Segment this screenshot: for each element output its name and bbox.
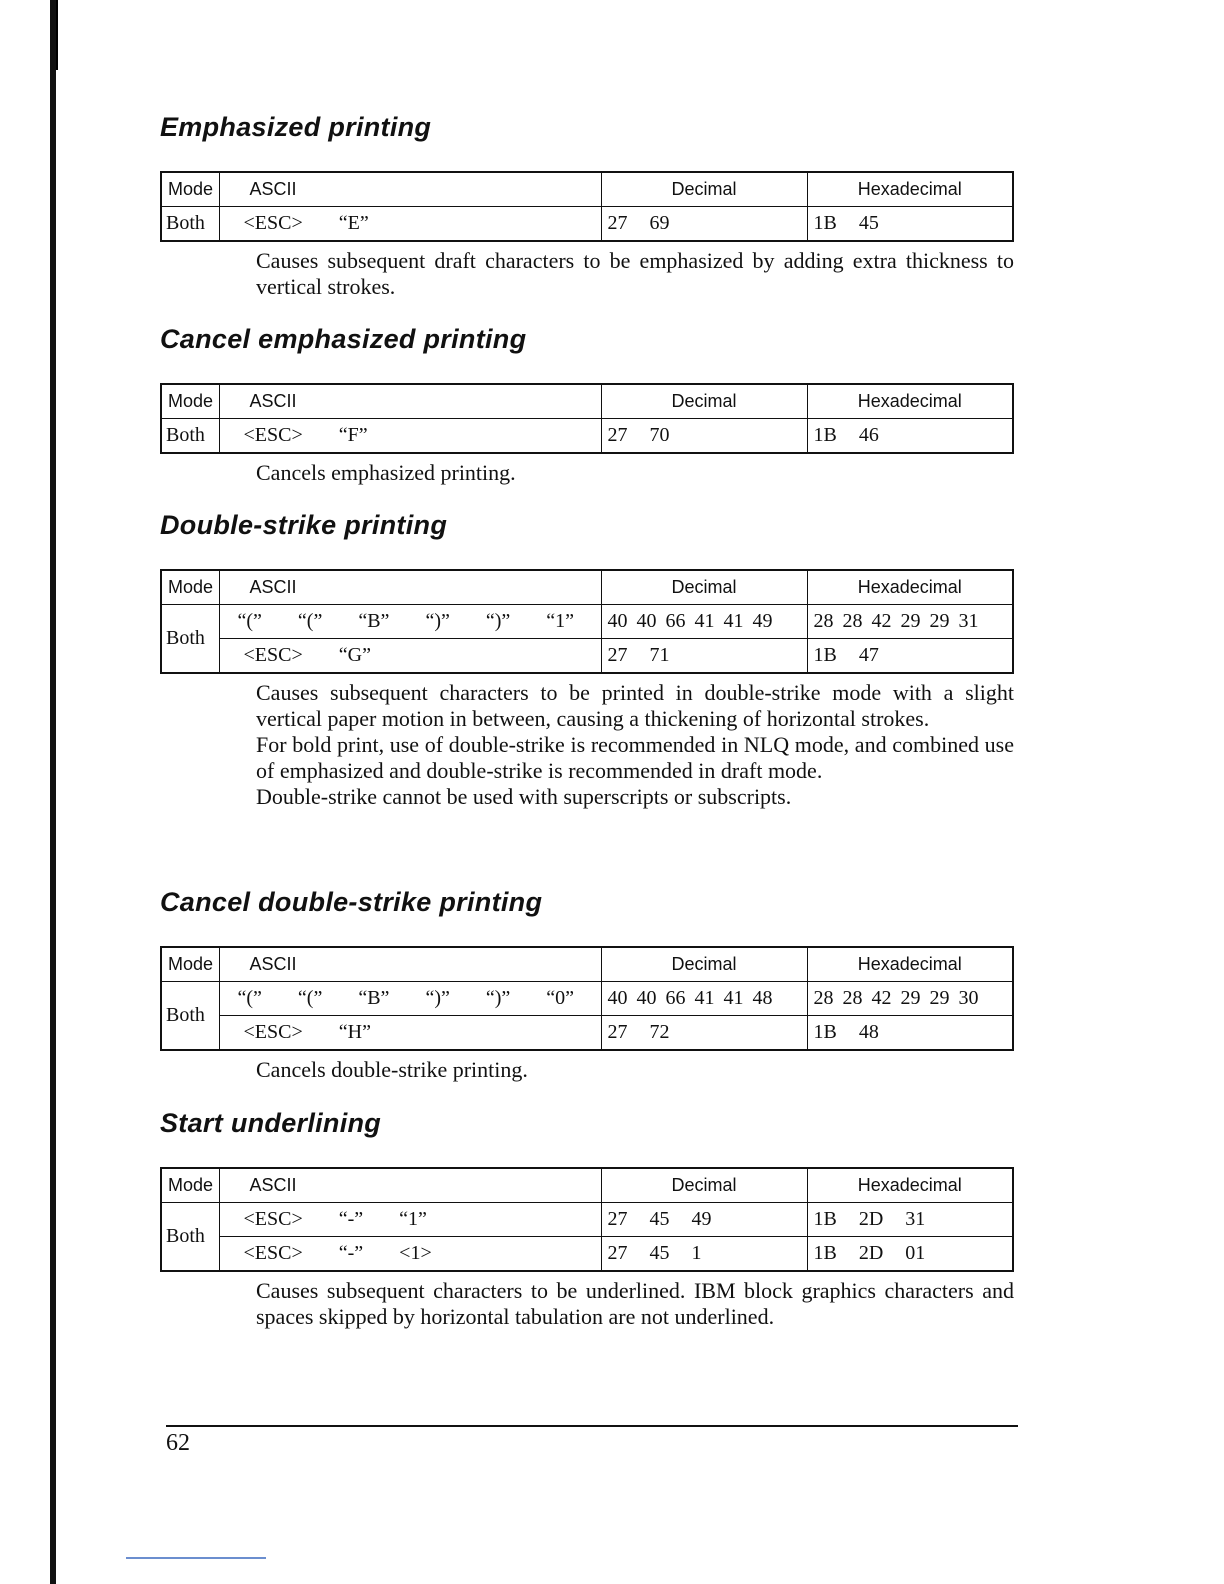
decimal-cell [601,207,807,242]
ascii-code: “H” [338,1021,371,1043]
hex-value: 01 [905,1242,926,1264]
description-paragraph: Cancels double-strike printing. [256,1057,528,1082]
table-row [161,207,1013,242]
decimal-cell [601,982,807,1016]
hex-value: 28 [813,610,834,632]
ascii-code: <ESC> [243,644,303,666]
hex-value: 1B [813,1208,837,1230]
decimal-cell [601,1203,807,1237]
header-ascii: ASCII [219,570,601,605]
decimal-value: 27 [607,644,628,666]
table-row [161,982,1013,1016]
decimal-value: 45 [649,1208,670,1230]
header-hex: Hexadecimal [807,570,1013,605]
ascii-code: “1” [546,610,575,632]
command-table [160,171,1014,242]
header-mode: Mode [161,570,219,605]
decimal-value: 40 [636,987,657,1009]
command-table [160,946,1014,1051]
description-paragraph: Causes subsequent characters to be underlined. IBM block graphics characters and spaces skipped by horizontal tabulation are not underlined. [256,1278,1014,1329]
decimal-value: 49 [691,1208,712,1230]
header-decimal: Decimal [601,172,807,207]
table-header-row [161,570,1013,605]
ascii-cell [219,1016,601,1051]
table-header-row [161,947,1013,982]
ascii-cell [219,1237,601,1272]
decimal-value: 27 [607,212,628,234]
section-description [256,1057,1014,1083]
decimal-value: 48 [752,987,773,1009]
ascii-code: “B” [358,987,390,1009]
section-title: Cancel emphasized printing [160,324,527,354]
ascii-cell [219,639,601,674]
header-hex: Hexadecimal [807,947,1013,982]
section-title: Start underlining [160,1108,382,1138]
decimal-value: 72 [649,1021,670,1043]
hex-value: 29 [900,610,921,632]
decimal-value: 27 [607,1021,628,1043]
ascii-code: “G” [338,644,371,666]
decimal-value: 70 [649,424,670,446]
command-table [160,569,1014,674]
hex-cell [807,1016,1013,1051]
section-description [256,460,1014,486]
description-paragraph: Double-strike cannot be used with superscripts or subscripts. [256,784,792,809]
hex-value: 1B [813,212,837,234]
hex-value: 1B [813,1021,837,1043]
header-mode: Mode [161,947,219,982]
ascii-code: <ESC> [243,424,303,446]
section-description [256,248,1014,300]
ascii-code: <ESC> [243,1242,303,1264]
header-ascii: ASCII [219,172,601,207]
ascii-code: “)” [425,610,450,632]
decimal-value: 41 [723,610,744,632]
decimal-value: 66 [665,610,686,632]
description-paragraph: For bold print, use of double-strike is recommended in NLQ mode, and combined use of emphasized and double-strike is recommended in draft mode. [256,732,1014,783]
hex-cell [807,419,1013,454]
decimal-value: 49 [752,610,773,632]
hex-value: 45 [858,212,879,234]
ascii-code: “F” [338,424,368,446]
description-paragraph: Causes subsequent characters to be printed in double-strike mode with a slight vertical paper motion in between, causing a thickening of horizontal strokes. [256,680,1014,731]
hex-cell [807,982,1013,1016]
hex-value: 2D [858,1208,884,1230]
ascii-cell [219,1203,601,1237]
section-cancel-double-strike-printing [160,887,1016,1083]
section-title: Double-strike printing [160,510,448,540]
hex-value: 31 [958,610,979,632]
section-title: Emphasized printing [160,112,432,142]
table-row [161,639,1013,674]
decimal-value: 41 [694,610,715,632]
mode-cell: Both [161,419,219,454]
header-hex: Hexadecimal [807,384,1013,419]
binding-edge [50,0,56,1584]
description-paragraph: Causes subsequent draft characters to be emphasized by adding extra thickness to vertical strokes. [256,248,1014,299]
table-row [161,1237,1013,1272]
ascii-code: “E” [338,212,369,234]
table-row [161,1016,1013,1051]
page-number: 62 [166,1430,190,1456]
header-mode: Mode [161,1168,219,1203]
hex-value: 28 [842,987,863,1009]
ascii-code: “-” [338,1208,364,1230]
section-emphasized-printing [160,112,1016,300]
decimal-cell [601,1237,807,1272]
table-header-row [161,172,1013,207]
hex-value: 42 [871,987,892,1009]
ascii-code: “1” [399,1208,427,1230]
ascii-code: “(” [237,987,262,1009]
ascii-cell [219,207,601,242]
ascii-code: “)” [425,987,450,1009]
ascii-code: <ESC> [243,212,303,234]
table-row [161,419,1013,454]
section-double-strike-printing [160,510,1016,810]
ascii-cell [219,982,601,1016]
decimal-cell [601,1016,807,1051]
hex-cell [807,1203,1013,1237]
ascii-code: “(” [237,610,262,632]
ascii-code: “)” [485,987,511,1009]
mode-cell: Both [161,207,219,242]
hex-cell [807,1237,1013,1272]
table-header-row [161,384,1013,419]
hex-value: 1B [813,1242,837,1264]
ascii-code: <1> [399,1242,432,1264]
ascii-code: <ESC> [243,1021,303,1043]
decimal-value: 40 [636,610,657,632]
ascii-code: <ESC> [243,1208,303,1230]
decimal-value: 1 [691,1242,702,1264]
table-row [161,605,1013,639]
ascii-cell [219,605,601,639]
hex-cell [807,207,1013,242]
header-hex: Hexadecimal [807,172,1013,207]
command-table [160,383,1014,454]
decimal-cell [601,639,807,674]
decimal-value: 66 [665,987,686,1009]
ascii-code: “)” [485,610,511,632]
decimal-value: 71 [649,644,670,666]
mode-cell: Both [161,982,219,1051]
hex-value: 29 [900,987,921,1009]
decimal-value: 27 [607,424,628,446]
header-mode: Mode [161,384,219,419]
table-header-row [161,1168,1013,1203]
decimal-value: 40 [607,987,628,1009]
section-description [256,680,1014,810]
decimal-value: 41 [723,987,744,1009]
hex-cell [807,639,1013,674]
header-decimal: Decimal [601,1168,807,1203]
table-row [161,1203,1013,1237]
decimal-value: 27 [607,1242,628,1264]
hex-value: 1B [813,644,837,666]
hex-cell [807,605,1013,639]
hex-value: 2D [858,1242,884,1264]
hex-value: 47 [858,644,879,666]
decimal-value: 27 [607,1208,628,1230]
hex-value: 31 [905,1208,926,1230]
hex-value: 46 [858,424,879,446]
decimal-value: 45 [649,1242,670,1264]
decimal-value: 69 [649,212,670,234]
section-title: Cancel double-strike printing [160,887,543,917]
ascii-code: “(” [297,987,323,1009]
decimal-cell [601,605,807,639]
command-table [160,1167,1014,1272]
ascii-code: “0” [546,987,575,1009]
hex-value: 28 [842,610,863,632]
header-hex: Hexadecimal [807,1168,1013,1203]
header-decimal: Decimal [601,947,807,982]
ascii-code: “-” [338,1242,364,1264]
header-ascii: ASCII [219,1168,601,1203]
section-start-underlining [160,1108,1016,1330]
decimal-value: 41 [694,987,715,1009]
header-mode: Mode [161,172,219,207]
section-description [256,1278,1014,1330]
decimal-cell [601,419,807,454]
header-decimal: Decimal [601,384,807,419]
scan-artifact-line [126,1557,266,1559]
header-ascii: ASCII [219,947,601,982]
hex-value: 48 [858,1021,879,1043]
hex-value: 28 [813,987,834,1009]
ascii-code: “B” [358,610,390,632]
mode-cell: Both [161,1203,219,1272]
hex-value: 1B [813,424,837,446]
decimal-value: 40 [607,610,628,632]
description-paragraph: Cancels emphasized printing. [256,460,516,485]
mode-cell: Both [161,605,219,674]
hex-value: 29 [929,610,950,632]
hex-value: 42 [871,610,892,632]
header-decimal: Decimal [601,570,807,605]
section-cancel-emphasized-printing [160,324,1016,486]
ascii-cell [219,419,601,454]
hex-value: 29 [929,987,950,1009]
footer-divider [166,1425,1018,1427]
header-ascii: ASCII [219,384,601,419]
ascii-code: “(” [297,610,323,632]
hex-value: 30 [958,987,979,1009]
